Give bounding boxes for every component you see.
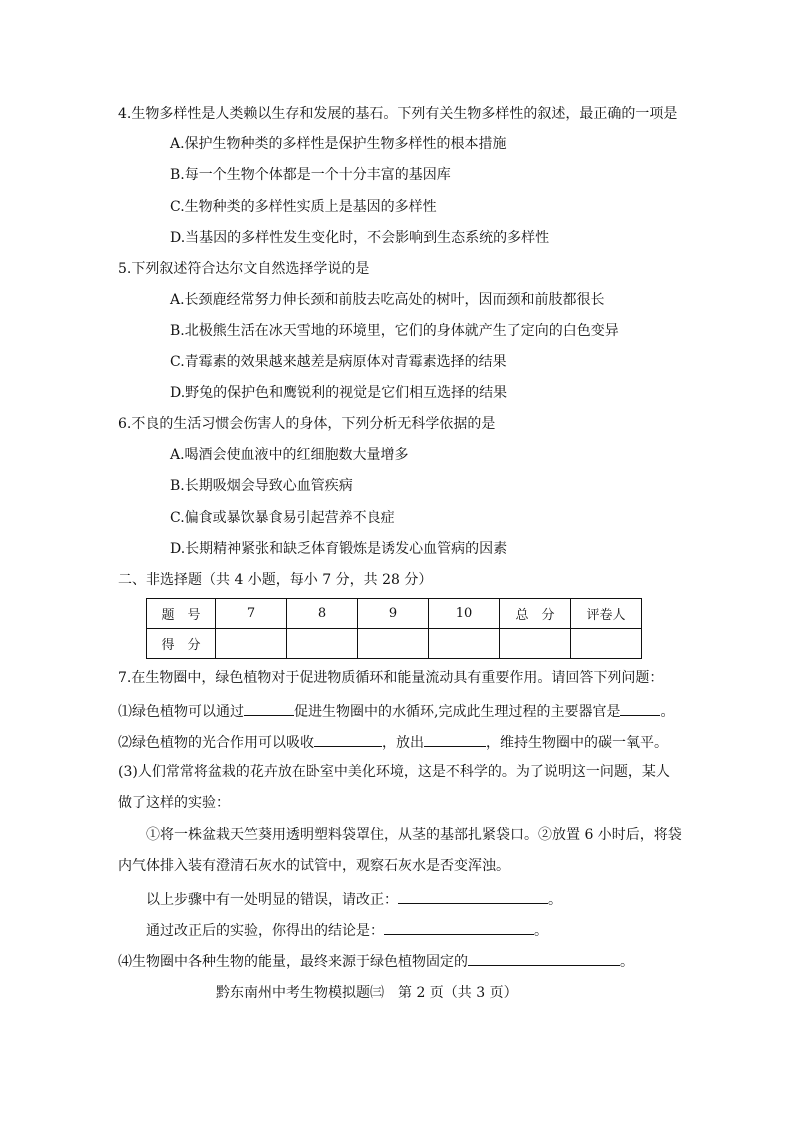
q7-conclusion-text: 通过改正后的实验，你得出的结论是： bbox=[146, 923, 384, 939]
q7-blank-1[interactable] bbox=[244, 700, 294, 716]
q6-option-c: C.偏食或暴饮暴食易引起营养不良症 bbox=[170, 510, 395, 526]
q5-option-c: C.青霉素的效果越来越差是病原体对青霉素选择的结果 bbox=[170, 354, 507, 370]
q7-blank-2[interactable] bbox=[620, 700, 660, 716]
score-table-header-row bbox=[147, 599, 642, 629]
score-cell-total[interactable] bbox=[500, 629, 571, 659]
q4-option-d: D.当基因的多样性发生变化时，不会影响到生态系统的多样性 bbox=[170, 230, 550, 246]
q7-part-1-text-a: ⑴绿色植物可以通过 bbox=[118, 704, 244, 720]
q7-part-4 bbox=[118, 950, 634, 971]
q6-option-d: D.长期精神紧张和缺乏体育锻炼是诱发心血管病的因素 bbox=[170, 541, 508, 557]
question-7-stem: 7.在生物圈中，绿色植物对于促进物质循环和能量流动具有重要作用。请回答下列问题： bbox=[118, 670, 664, 686]
score-table-header-cell: 8 bbox=[287, 599, 358, 629]
q7-part-3-procedure-cont: 内气体排入装有澄清石灰水的试管中，观察石灰水是否变浑浊。 bbox=[118, 858, 510, 874]
q7-part-1 bbox=[118, 700, 674, 721]
score-table-header-cell: 题 号 bbox=[147, 599, 216, 629]
q7-part-2-text-b: ，放出 bbox=[382, 735, 424, 751]
q5-option-b: B.北极熊生活在冰天雪地的环境里，它们的身体就产生了定向的白色变异 bbox=[170, 323, 619, 339]
q7-part-4-text: ⑷生物圈中各种生物的能量，最终来源于绿色植物固定的 bbox=[118, 954, 468, 970]
q5-option-a: A.长颈鹿经常努力伸长颈和前肢去吃高处的树叶，因而颈和前肢都很长 bbox=[170, 292, 605, 308]
score-table-header-cell: 评卷人 bbox=[571, 599, 642, 629]
q7-part-2-text-a: ⑵绿色植物的光合作用可以吸收 bbox=[118, 735, 314, 751]
score-table-score-row bbox=[147, 629, 642, 659]
q7-blank-4[interactable] bbox=[424, 731, 486, 747]
q4-option-a: A.保护生物种类的多样性是保护生物多样性的根本措施 bbox=[170, 136, 507, 152]
q7-part-3-procedure: ①将一株盆栽天竺葵用透明塑料袋罩住，从茎的基部扎紧袋口。②放置 6 小时后，将袋 bbox=[146, 827, 682, 843]
question-4-stem: 4.生物多样性是人类赖以生存和发展的基石。下列有关生物多样性的叙述，最正确的一项是 bbox=[118, 106, 678, 122]
q6-option-a: A.喝酒会使血液中的红细胞数大量增多 bbox=[170, 447, 409, 463]
q7-part-2-text-c: ，维持生物圈中的碳一氧平。 bbox=[486, 735, 668, 751]
score-table bbox=[146, 598, 642, 659]
q4-option-b: B.每一个生物个体都是一个十分丰富的基因库 bbox=[170, 167, 451, 183]
q7-blank-3[interactable] bbox=[314, 731, 382, 747]
q7-part-3-conclusion bbox=[146, 919, 548, 940]
q7-part-1-text-c: 。 bbox=[660, 704, 675, 720]
score-cell-9[interactable] bbox=[358, 629, 429, 659]
q7-conclusion-end: 。 bbox=[534, 923, 548, 939]
q6-option-b: B.长期吸烟会导致心血管疾病 bbox=[170, 478, 353, 494]
q7-correction-text: 以上步骤中有一处明显的错误，请改正： bbox=[146, 892, 398, 908]
q7-part-3-intro-cont: 做了这样的实验： bbox=[118, 795, 230, 811]
score-table-header-cell: 9 bbox=[358, 599, 429, 629]
q7-part-2 bbox=[118, 731, 668, 752]
score-table-header-cell: 7 bbox=[216, 599, 287, 629]
q7-part-3-correction bbox=[146, 888, 562, 909]
score-table-header-cell: 总 分 bbox=[500, 599, 571, 629]
score-cell-8[interactable] bbox=[287, 629, 358, 659]
page-footer: 黔东南州中考生物模拟题㈢ 第 2 页（共 3 页） bbox=[216, 985, 518, 1001]
question-5-stem: 5.下列叙述符合达尔文自然选择学说的是 bbox=[118, 261, 370, 277]
q7-part-3-intro: (3)人们常常将盆栽的花卉放在卧室中美化环境，这是不科学的。为了说明这一问题，某人 bbox=[118, 764, 670, 780]
score-table-row-label: 得 分 bbox=[147, 629, 216, 659]
score-cell-grader[interactable] bbox=[571, 629, 642, 659]
score-table-header-cell: 10 bbox=[429, 599, 500, 629]
q5-option-d: D.野兔的保护色和鹰锐利的视觉是它们相互选择的结果 bbox=[170, 385, 508, 401]
q4-option-c: C.生物种类的多样性实质上是基因的多样性 bbox=[170, 199, 437, 215]
q7-part-1-text-b: 促进生物圈中的水循环,完成此生理过程的主要器官是 bbox=[294, 704, 621, 720]
score-cell-10[interactable] bbox=[429, 629, 500, 659]
q7-blank-7[interactable] bbox=[468, 950, 620, 966]
q7-part-4-end: 。 bbox=[620, 954, 634, 970]
q7-correction-end: 。 bbox=[548, 892, 562, 908]
q7-blank-5[interactable] bbox=[398, 888, 548, 904]
question-6-stem: 6.不良的生活习惯会伤害人的身体，下列分析无科学依据的是 bbox=[118, 416, 496, 432]
score-cell-7[interactable] bbox=[216, 629, 287, 659]
section-2-title: 二、非选择题（共 4 小题，每小 7 分，共 28 分） bbox=[118, 572, 433, 588]
q7-blank-6[interactable] bbox=[384, 919, 534, 935]
